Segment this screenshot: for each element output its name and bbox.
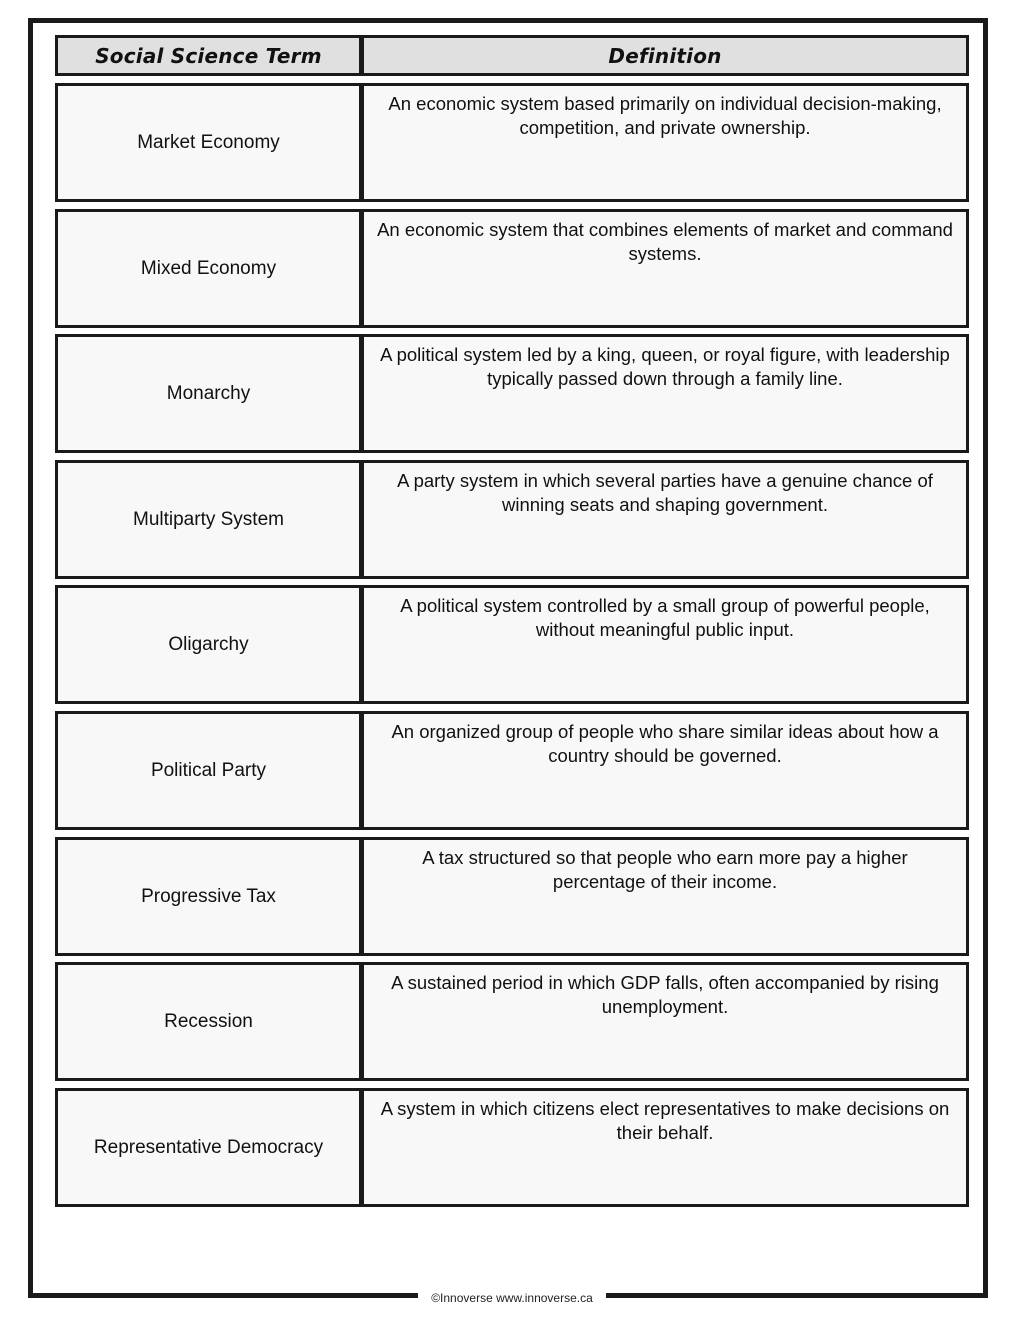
term-cell: Oligarchy [55,585,362,704]
term-cell: Multiparty System [55,460,362,579]
definition-cell [361,962,969,1081]
term-cell: Progressive Tax [55,837,362,956]
definition-cell [361,334,969,453]
definition-cell [361,837,969,956]
definition-cell [361,209,969,328]
definition-text: An economic system based primarily on individual decision-making, competition, and private ownership. [388,93,942,138]
definition-column-header: Definition [361,35,969,76]
definition-text: An organized group of people who share similar ideas about how a country should be governed. [391,721,939,766]
definition-text: A political system controlled by a small group of powerful people, without meaningful public input. [400,595,930,640]
term-cell: Political Party [55,711,362,830]
term-column-header: Social Science Term [55,35,362,76]
definition-text: An economic system that combines elements of market and command systems. [377,219,953,264]
definition-text: A system in which citizens elect representatives to make decisions on their behalf. [380,1098,950,1143]
term-cell: Mixed Economy [55,209,362,328]
definition-cell [361,585,969,704]
definition-text: A party system in which several parties have a genuine chance of winning seats and shaping government. [397,470,933,515]
term-cell: Monarchy [55,334,362,453]
definition-text: A sustained period in which GDP falls, often accompanied by rising unemployment. [391,972,939,1017]
definition-text: A political system led by a king, queen, or royal figure, with leadership typically passed down through a family line. [380,344,950,389]
definition-cell [361,83,969,202]
definition-cell [361,1088,969,1207]
definition-cell [361,711,969,830]
term-cell: Market Economy [55,83,362,202]
definition-cell [361,460,969,579]
term-cell: Representative Democracy [55,1088,362,1207]
footer-copyright: ©Innoverse www.innoverse.ca [418,1288,606,1308]
term-cell: Recession [55,962,362,1081]
definition-text: A tax structured so that people who earn more pay a higher percentage of their income. [422,847,908,892]
